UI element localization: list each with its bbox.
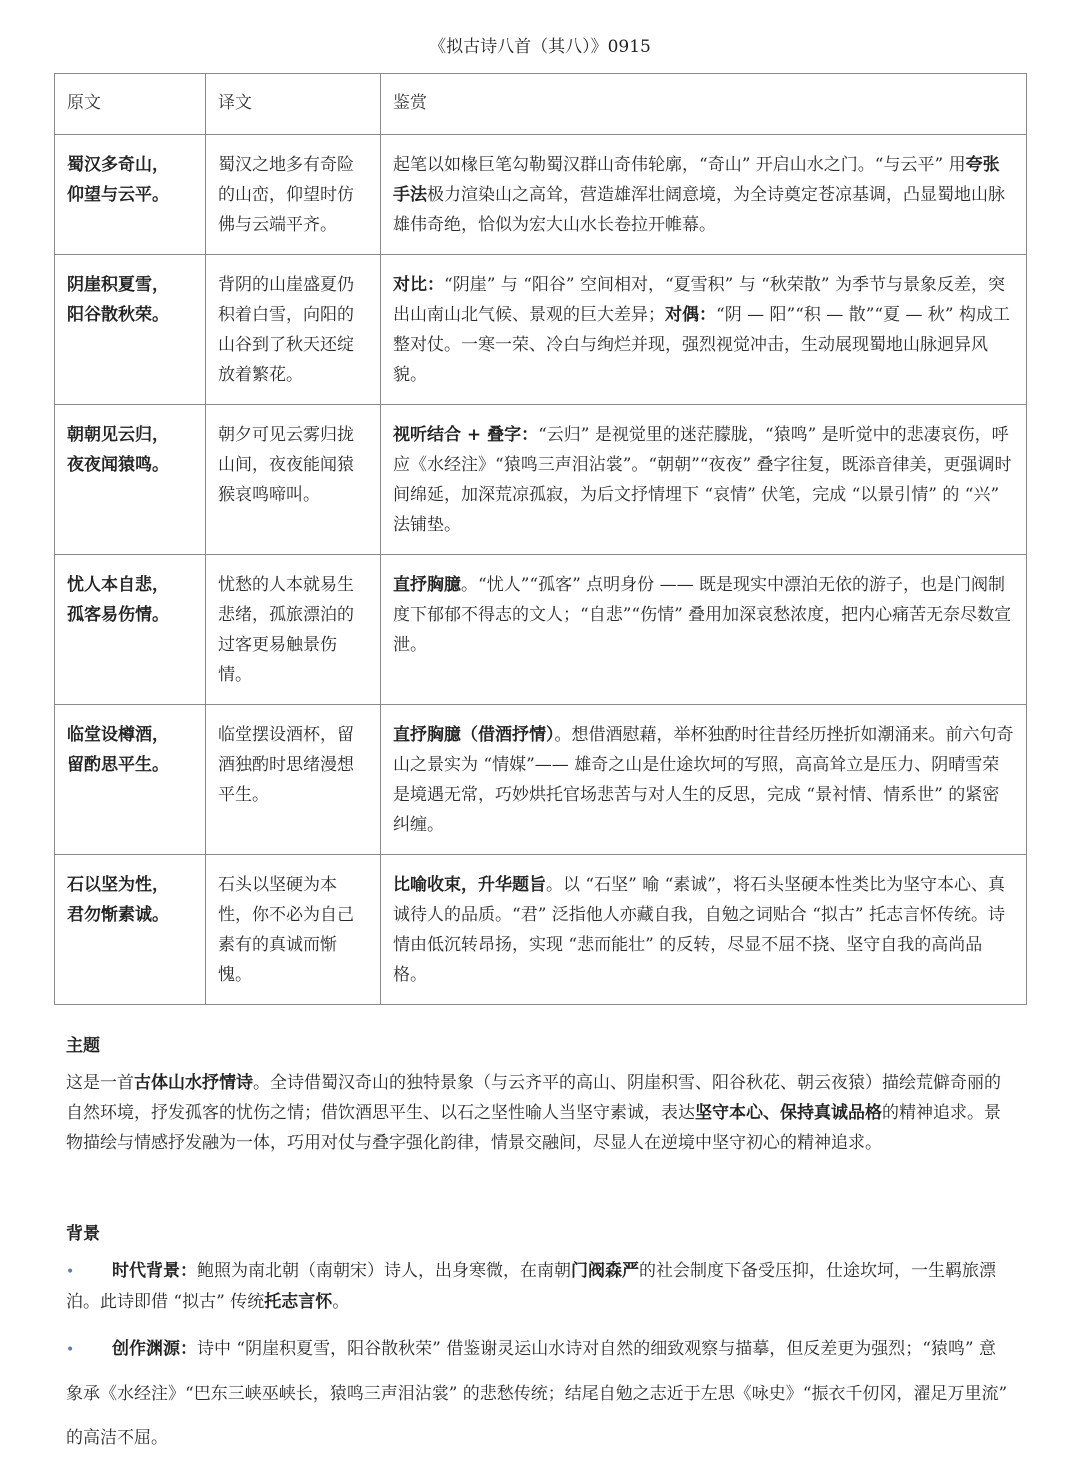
cell-translation: 石头以坚硬为本性，你不必为自己素有的真诚而惭愧。 [206, 855, 381, 1005]
theme-emphasis: 古体山水抒情诗 [134, 1073, 253, 1093]
page-title: 《拟古诗八首（其八）》0915 [429, 37, 651, 57]
appreciation-text: 。以 “石坚” 喻 “素诚”，将石头坚硬本性类比为坚守本心、真诚待人的品质。“君” 泛指他人亦藏自我，自勉之词贴合 “拟古” 托志言怀传统。诗情由低沉转昂扬，实现 “悲而能壮” 的反转，尽显不屈不挠、坚守自我的高尚品格。 [393, 875, 1005, 985]
background-text: 。 [332, 1292, 350, 1312]
appreciation-text: “阴 — 阳”“积 — 散”“夏 — 秋” 构成工整对仗。一寒一荣、冷白与绚烂并现，强烈视觉冲击，生动展现蜀地山脉迥异风貌。 [393, 305, 1010, 385]
header-translation: 译文 [206, 74, 381, 135]
appreciation-emphasis: 夸张手法 [393, 155, 1000, 205]
cell-original [55, 705, 206, 855]
poem-analysis-table [54, 73, 1027, 1005]
appreciation-emphasis: 直抒胸臆 [393, 575, 461, 595]
original-line: 临堂设樽酒， [67, 725, 169, 745]
appreciation-text: “云归” 是视觉里的迷茫朦胧，“猿鸣” 是听觉中的悲凄哀伤，呼应《水经注》“猿鸣三声泪沾裳”。“朝朝”“夜夜” 叠字往复，既添音律美，更强调时间绵延，加深荒凉孤寂，为后文抒情埋下 “哀情” 伏笔，完成 “以景引情” 的 “兴” 法铺垫。 [393, 425, 1012, 535]
header-appreciation: 鉴赏 [381, 74, 1027, 135]
bullet-icon: • [66, 1342, 75, 1358]
background-emphasis: 时代背景： [112, 1261, 197, 1281]
original-line: 阴崖积夏雪， [67, 275, 169, 295]
appreciation-emphasis: 直抒胸臆（借酒抒情） [393, 725, 555, 745]
table-row [55, 135, 1027, 255]
background-text: 的社会制度下备受压抑，仕途坎坷，一生羁旅漂泊。此诗即借 “拟古” 传统 [66, 1261, 996, 1312]
cell-original [55, 405, 206, 555]
background-item-era [66, 1256, 1010, 1317]
background-item-origin [66, 1327, 1010, 1460]
original-line: 留酌思平生。 [67, 755, 169, 775]
cell-original [55, 255, 206, 405]
original-line: 君勿惭素诚。 [67, 905, 169, 925]
cell-appreciation [381, 855, 1027, 1005]
cell-appreciation [381, 555, 1027, 705]
appreciation-text: 。“忧人”“孤客” 点明身份 —— 既是现实中漂泊无依的游子，也是门阀制度下郁郁不得志的文人；“自悲”“伤情” 叠用加深哀愁浓度，把内心痛苦无奈尽数宣泄。 [393, 575, 1012, 655]
header-original: 原文 [55, 74, 206, 135]
cell-translation: 蜀汉之地多有奇险的山峦，仰望时仿佛与云端平齐。 [206, 135, 381, 255]
appreciation-emphasis: 视听结合 + 叠字： [393, 425, 539, 445]
original-line: 夜夜闻猿鸣。 [67, 455, 169, 475]
original-line: 忧人本自悲， [67, 575, 169, 595]
background-text: 鲍照为南北朝（南朝宋）诗人，出身寒微，在南朝 [197, 1261, 571, 1281]
table-row [55, 555, 1027, 705]
cell-appreciation [381, 405, 1027, 555]
appreciation-emphasis: 比喻收束，升华题旨 [393, 875, 546, 895]
original-line: 蜀汉多奇山， [67, 155, 169, 175]
cell-translation: 临堂摆设酒杯，留酒独酌时思绪漫想平生。 [206, 705, 381, 855]
cell-original [55, 855, 206, 1005]
original-line: 朝朝见云归， [67, 425, 169, 445]
appreciation-emphasis: 对比： [393, 275, 444, 295]
appreciation-text: 极力渲染山之高耸，营造雄浑壮阔意境，为全诗奠定苍凉基调，凸显蜀地山脉雄伟奇绝，恰似为宏大山水长卷拉开帷幕。 [393, 185, 1005, 235]
appreciation-text: 起笔以如椽巨笔勾勒蜀汉群山奇伟轮廓，“奇山” 开启山水之门。“与云平” 用 [393, 155, 966, 175]
cell-translation: 忧愁的人本就易生悲绪，孤旅漂泊的过客更易触景伤情。 [206, 555, 381, 705]
theme-heading: 主题 [66, 1036, 100, 1056]
theme-emphasis: 坚守本心、保持真诚品格 [695, 1103, 882, 1123]
original-line: 阳谷散秋荣。 [67, 305, 169, 325]
theme-text: 这是一首 [66, 1073, 134, 1093]
table-row [55, 255, 1027, 405]
cell-original [55, 555, 206, 705]
table-header-row [55, 74, 1027, 135]
cell-appreciation [381, 135, 1027, 255]
original-line: 孤客易伤情。 [67, 605, 169, 625]
theme-text: 。全诗借蜀汉奇山的独特景象（与云齐平的高山、阴崖积雪、阳谷秋花、朝云夜猿）描绘荒僻奇丽的自然环境，抒发孤客的忧伤之情；借饮酒思平生、以石之坚性喻人当坚守素诚，表达 [66, 1073, 1001, 1123]
table-row [55, 405, 1027, 555]
cell-appreciation [381, 705, 1027, 855]
theme-text: 的精神追求。景物描绘与情感抒发融为一体，巧用对仗与叠字强化韵律，情景交融间，尽显人在逆境中坚守初心的精神追求。 [66, 1103, 1001, 1153]
cell-appreciation [381, 255, 1027, 405]
cell-original [55, 135, 206, 255]
appreciation-emphasis: 对偶： [665, 305, 716, 325]
original-line: 仰望与云平。 [67, 185, 169, 205]
table-row [55, 855, 1027, 1005]
theme-paragraph [66, 1068, 1006, 1158]
appreciation-text: “阴崖” 与 “阳谷” 空间相对，“夏雪积” 与 “秋荣散” 为季节与景象反差，突出山南山北气候、景观的巨大差异； [393, 275, 1005, 325]
table-row [55, 705, 1027, 855]
bullet-icon: • [66, 1264, 75, 1280]
background-text: 诗中 “阴崖积夏雪，阳谷散秋荣” 借鉴谢灵运山水诗对自然的细致观察与描摹，但反差更为强烈；“猿鸣” 意象承《水经注》“巴东三峡巫峡长，猿鸣三声泪沾裳” 的悲愁传统；结尾自勉之志近于左思《咏史》“振衣千仞冈，濯足万里流” 的高洁不屈。 [66, 1339, 1008, 1448]
cell-translation: 朝夕可见云雾归拢山间，夜夜能闻猿猴哀鸣啼叫。 [206, 405, 381, 555]
background-heading: 背景 [66, 1224, 100, 1244]
original-line: 石以坚为性， [67, 875, 169, 895]
background-emphasis: 托志言怀 [264, 1292, 333, 1312]
background-emphasis: 创作渊源： [112, 1339, 197, 1359]
cell-translation: 背阴的山崖盛夏仍积着白雪，向阳的山谷到了秋天还绽放着繁花。 [206, 255, 381, 405]
appreciation-text: 。想借酒慰藉，举杯独酌时往昔经历挫折如潮涌来。前六句奇山之景实为 “情媒”—— 雄奇之山是仕途坎坷的写照，高高耸立是压力、阴晴雪荣是境遇无常，巧妙烘托官场悲苦与对人生的反思，完成 “景衬情、情系世” 的紧密纠缠。 [393, 725, 1014, 835]
background-emphasis: 门阀森严 [571, 1261, 639, 1281]
